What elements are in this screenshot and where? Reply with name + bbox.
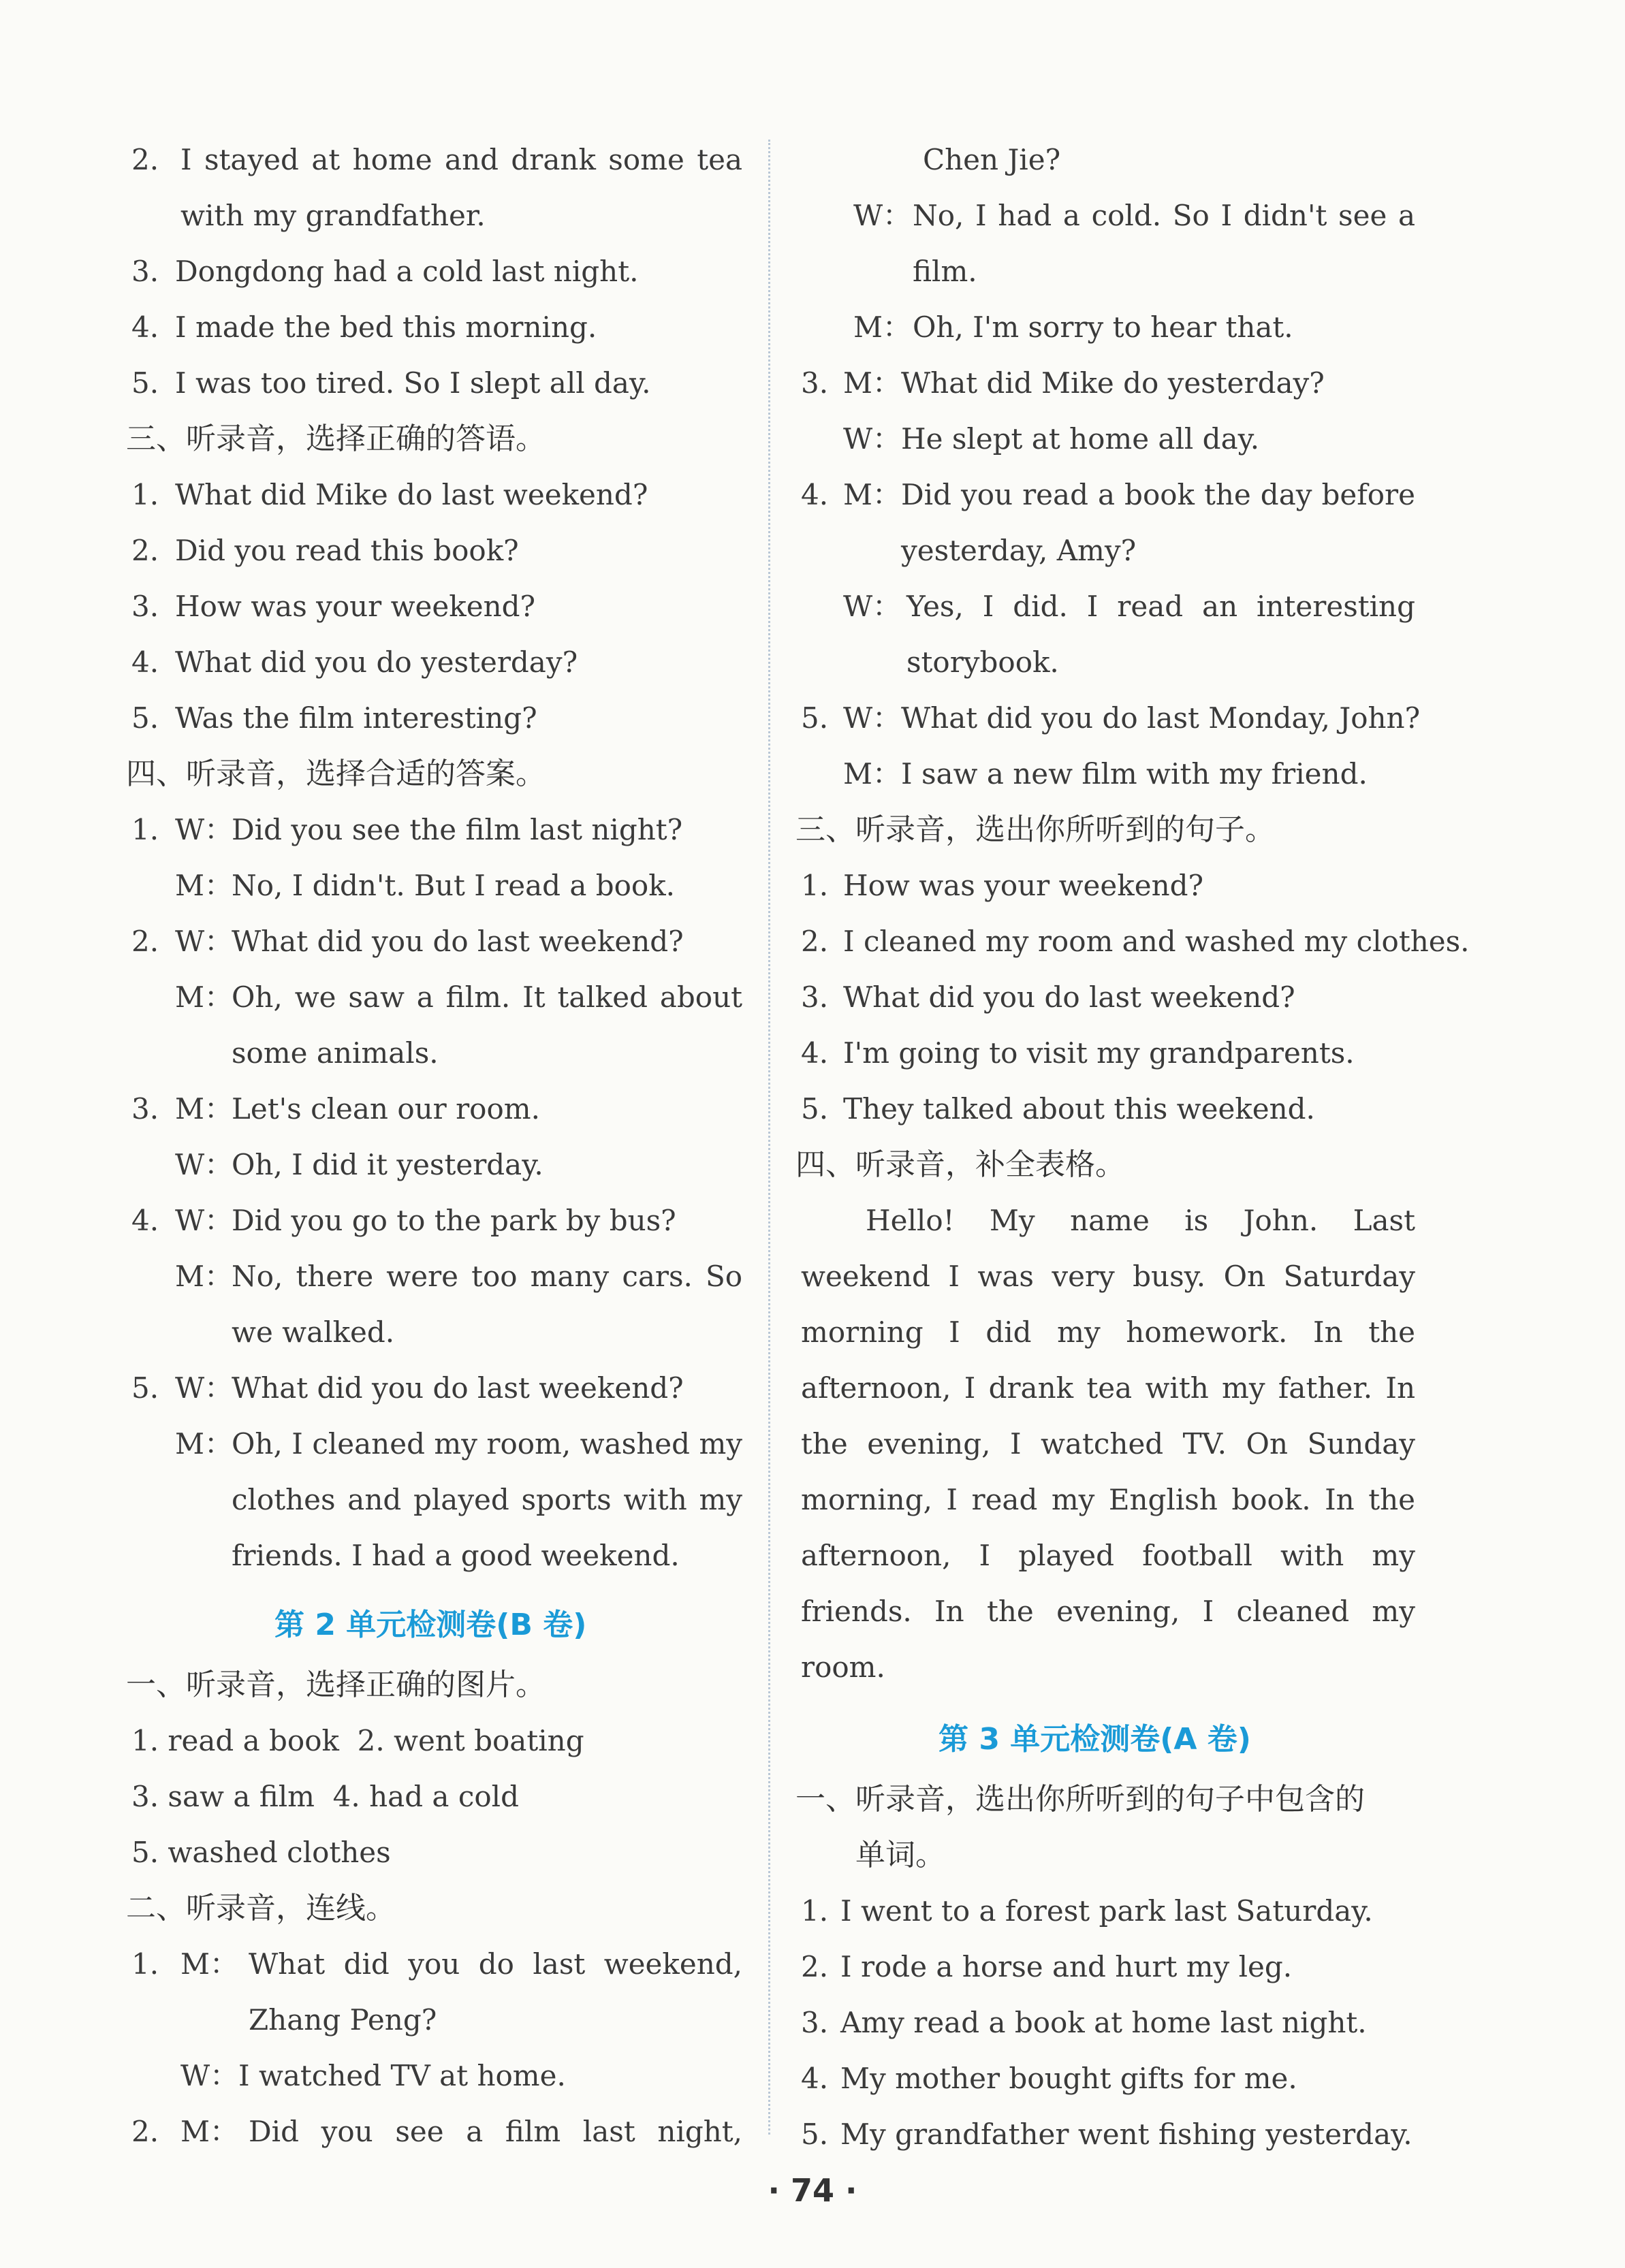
speaker-label: W： xyxy=(843,422,902,456)
dialogue-text: Let's clean our room. xyxy=(232,1092,540,1125)
dialogue-line xyxy=(795,579,1415,635)
passage-text: room. xyxy=(801,1650,885,1684)
item-text: I'm going to visit my grandparents. xyxy=(843,1036,1355,1070)
speaker-label: W： xyxy=(853,199,912,232)
item-number: 1. xyxy=(131,478,159,511)
dialogue-text: No, there were too many cars. So xyxy=(232,1260,742,1293)
passage-line xyxy=(795,1528,1415,1584)
dialogue-text: What did you do last weekend? xyxy=(232,1371,684,1405)
dialogue-line xyxy=(126,1416,742,1472)
dialogue-text: some animals. xyxy=(232,1036,439,1070)
item-text: What did Mike do last weekend? xyxy=(175,478,648,511)
section-heading: 二、听录音，连线。 xyxy=(126,1891,396,1926)
dialogue-text: storybook. xyxy=(906,645,1059,679)
speaker-label: M： xyxy=(180,1947,239,1981)
section-heading: 四、听录音，选择合适的答案。 xyxy=(126,756,546,791)
dialogue-text: yesterday, Amy? xyxy=(901,534,1137,567)
passage-text: afternoon, I played football with my xyxy=(801,1539,1415,1572)
speaker-label: M： xyxy=(843,757,902,790)
unit-title: 第 2 单元检测卷(B 卷) xyxy=(274,1608,587,1642)
section-heading: 四、听录音，补全表格。 xyxy=(795,1147,1125,1182)
passage-text: morning I did my homework. In the xyxy=(801,1315,1415,1349)
item-text: They talked about this weekend. xyxy=(843,1092,1315,1125)
dialogue-text: What did Mike do yesterday? xyxy=(901,366,1325,400)
dialogue-text: Oh, we saw a film. It talked about xyxy=(232,980,742,1014)
speaker-label: M： xyxy=(175,869,234,902)
item-text: Dongdong had a cold last night. xyxy=(175,255,639,288)
item-number: 1. xyxy=(801,869,829,902)
item-text: My mother bought gifts for me. xyxy=(840,2062,1297,2095)
item-number: 5. xyxy=(131,701,159,735)
dialogue-text: Oh, I'm sorry to hear that. xyxy=(913,310,1293,344)
dialogue-text: film. xyxy=(913,255,977,288)
dialogue-line xyxy=(126,1472,742,1528)
passage-line xyxy=(795,1193,1415,1249)
speaker-label: W： xyxy=(175,925,234,958)
section-heading: 一、听录音，选出你所听到的句子中包含的 xyxy=(795,1782,1365,1817)
passage-line xyxy=(795,1360,1415,1416)
column-divider xyxy=(768,140,770,2135)
dialogue-text: we walked. xyxy=(232,1315,395,1349)
speaker-label: W： xyxy=(175,1148,234,1181)
unit-title: 第 3 单元检测卷(A 卷) xyxy=(938,1722,1251,1757)
speaker-label: M： xyxy=(180,2115,239,2148)
listening-line xyxy=(126,132,742,188)
dialogue-text: I saw a new film with my friend. xyxy=(901,757,1368,790)
item-text: 1. read a book 2. went boating xyxy=(131,1724,584,1757)
dialogue-text: He slept at home all day. xyxy=(901,422,1260,456)
dialogue-text: Zhang Peng? xyxy=(249,2003,437,2037)
passage-text: friends. In the evening, I cleaned my xyxy=(801,1595,1415,1628)
item-text: What did you do yesterday? xyxy=(175,645,578,679)
dialogue-text: friends. I had a good weekend. xyxy=(232,1539,680,1572)
dialogue-text: Did you see the film last night? xyxy=(232,813,683,846)
item-text: I was too tired. So I slept all day. xyxy=(175,366,651,400)
item-number: 1. xyxy=(131,1947,159,1981)
item-number: 2. xyxy=(131,534,159,567)
item-number: 3. xyxy=(801,366,829,400)
dialogue-text: Did you see a film last night, xyxy=(249,2115,742,2148)
item-number: 4. xyxy=(801,478,829,511)
passage-line xyxy=(795,1249,1415,1305)
dialogue-line xyxy=(126,2104,742,2160)
item-number: 5. xyxy=(801,1092,829,1125)
section-heading: 三、听录音，选出你所听到的句子。 xyxy=(795,812,1275,847)
item-number: 2. xyxy=(801,925,829,958)
dialogue-text: No, I didn't. But I read a book. xyxy=(232,869,675,902)
speaker-label: M： xyxy=(175,1260,234,1293)
dialogue-text: What did you do last weekend, xyxy=(249,1947,742,1981)
item-text: I cleaned my room and washed my clothes. xyxy=(843,925,1470,958)
item-number: 5. xyxy=(801,701,829,735)
section-heading-continued: 单词。 xyxy=(855,1838,945,1872)
item-text: Was the film interesting? xyxy=(175,701,537,735)
item-text: I made the bed this morning. xyxy=(175,310,597,344)
speaker-label: W： xyxy=(175,1371,234,1405)
section-heading: 三、听录音，选择正确的答语。 xyxy=(126,421,546,456)
dialogue-text: Oh, I did it yesterday. xyxy=(232,1148,543,1181)
speaker-label: W： xyxy=(843,590,902,623)
section-heading: 一、听录音，选择正确的图片。 xyxy=(126,1667,546,1702)
dialogue-line xyxy=(126,1249,742,1305)
passage-text: Hello! My name is John. Last xyxy=(866,1204,1415,1237)
passage-text: the evening, I watched TV. On Sunday xyxy=(801,1427,1415,1460)
dialogue-text: I watched TV at home. xyxy=(238,2059,566,2092)
dialogue-line xyxy=(795,188,1415,244)
page-number: · 74 · xyxy=(768,2172,857,2209)
dialogue-text: No, I had a cold. So I didn't see a xyxy=(913,199,1415,232)
dialogue-text: Chen Jie? xyxy=(923,143,1061,176)
passage-line xyxy=(795,1584,1415,1640)
speaker-label: W： xyxy=(843,701,902,735)
item-number: 2. xyxy=(131,925,159,958)
item-text: What did you do last weekend? xyxy=(843,980,1295,1014)
speaker-label: W： xyxy=(175,813,234,846)
dialogue-line xyxy=(126,1936,742,1992)
passage-text: weekend I was very busy. On Saturday xyxy=(801,1260,1415,1293)
passage-line xyxy=(795,1416,1415,1472)
item-number: 1. xyxy=(131,813,159,846)
speaker-label: M： xyxy=(175,980,234,1014)
dialogue-text: Oh, I cleaned my room, washed my xyxy=(232,1427,742,1460)
item-text: My grandfather went fishing yesterday. xyxy=(840,2118,1413,2151)
item-text: How was your weekend? xyxy=(843,869,1204,902)
item-text: with my grandfather. xyxy=(180,199,486,232)
dialogue-text: Yes, I did. I read an interesting xyxy=(906,590,1415,623)
item-number: 1. xyxy=(801,1894,829,1928)
item-text: 3. saw a film 4. had a cold xyxy=(131,1780,519,1813)
item-text: Amy read a book at home last night. xyxy=(840,2006,1367,2039)
item-number: 4. xyxy=(801,1036,829,1070)
dialogue-line xyxy=(126,970,742,1025)
dialogue-text: clothes and played sports with my xyxy=(232,1483,742,1516)
item-number: 5. xyxy=(131,1371,159,1405)
dialogue-line xyxy=(795,467,1415,523)
speaker-label: M： xyxy=(175,1427,234,1460)
item-text: 5. washed clothes xyxy=(131,1836,391,1869)
dialogue-text: What did you do last weekend? xyxy=(232,925,684,958)
speaker-label: M： xyxy=(843,478,902,511)
passage-text: morning, I read my English book. In the xyxy=(801,1483,1415,1516)
item-text: I rode a horse and hurt my leg. xyxy=(840,1950,1293,1983)
dialogue-text: Did you read a book the day before xyxy=(901,478,1415,511)
passage-text: afternoon, I drank tea with my father. In xyxy=(801,1371,1415,1405)
item-number: 4. xyxy=(801,2062,829,2095)
item-number: 3. xyxy=(131,590,159,623)
item-number: 3. xyxy=(801,2006,829,2039)
item-text: How was your weekend? xyxy=(175,590,536,623)
speaker-label: W： xyxy=(175,1204,234,1237)
item-text: I went to a forest park last Saturday. xyxy=(840,1894,1373,1928)
item-number: 4. xyxy=(131,645,159,679)
item-number: 4. xyxy=(131,310,159,344)
speaker-label: W： xyxy=(180,2059,239,2092)
speaker-label: M： xyxy=(175,1092,234,1125)
item-number: 2. xyxy=(131,2115,159,2148)
item-text: Did you read this book? xyxy=(175,534,519,567)
passage-line xyxy=(795,1305,1415,1360)
item-number: 2. xyxy=(801,1950,829,1983)
speaker-label: M： xyxy=(853,310,912,344)
item-number: 5. xyxy=(131,366,159,400)
item-number: 5. xyxy=(801,2118,829,2151)
item-number: 2. xyxy=(131,143,159,176)
item-number: 3. xyxy=(801,980,829,1014)
item-number: 4. xyxy=(131,1204,159,1237)
item-number: 3. xyxy=(131,255,159,288)
speaker-label: M： xyxy=(843,366,902,400)
item-text: I stayed at home and drank some tea xyxy=(180,143,742,176)
dialogue-text: What did you do last Monday, John? xyxy=(901,701,1421,735)
item-number: 3. xyxy=(131,1092,159,1125)
dialogue-text: Did you go to the park by bus? xyxy=(232,1204,676,1237)
passage-line xyxy=(795,1472,1415,1528)
